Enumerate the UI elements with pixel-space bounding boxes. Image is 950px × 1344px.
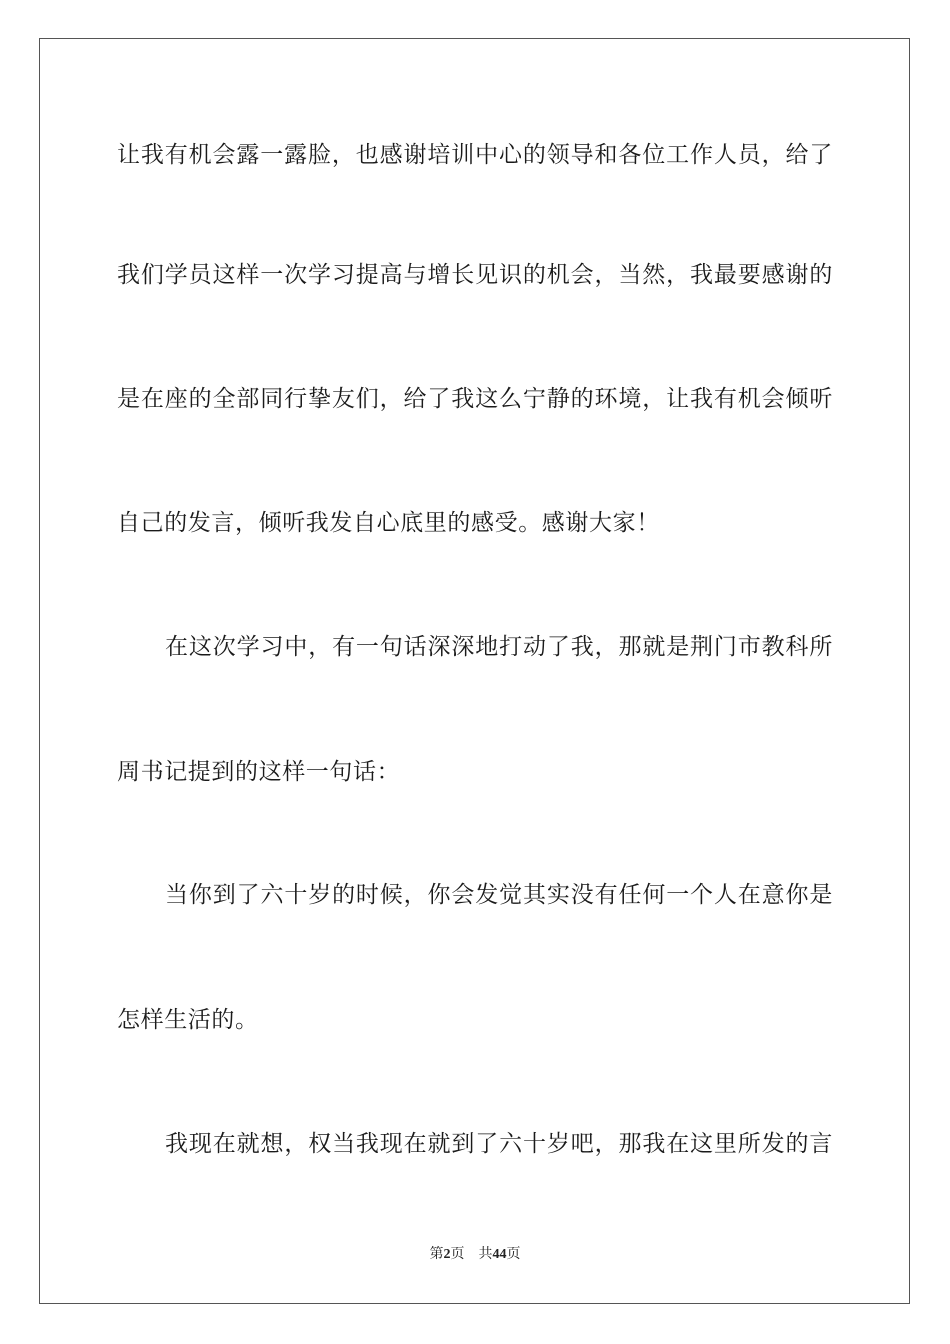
text-line-7: 当你到了六十岁的时候，你会发觉其实没有任何一个人在意你是 xyxy=(165,882,833,908)
total-prefix: 共 xyxy=(478,1247,493,1262)
text-line-3: 是在座的全部同行挚友们，给了我这么宁静的环境，让我有机会倾听 xyxy=(117,386,833,412)
page-footer xyxy=(0,1245,950,1265)
text-line-2: 我们学员这样一次学习提高与增长见识的机会，当然，我最要感谢的 xyxy=(117,262,833,288)
text-line-1: 让我有机会露一露脸，也感谢培训中心的领导和各位工作人员，给了 xyxy=(117,142,833,168)
page-number: 2 xyxy=(443,1247,451,1262)
text-line-8: 怎样生活的。 xyxy=(117,1007,259,1033)
page-border xyxy=(39,38,910,1304)
total-pages: 44 xyxy=(492,1247,507,1262)
text-line-5: 在这次学习中，有一句话深深地打动了我，那就是荆门市教科所 xyxy=(165,634,833,660)
text-line-6: 周书记提到的这样一句话： xyxy=(117,759,401,785)
total-suffix: 页 xyxy=(506,1247,521,1262)
text-line-9: 我现在就想，权当我现在就到了六十岁吧，那我在这里所发的言 xyxy=(165,1131,833,1157)
page-prefix: 第 xyxy=(429,1247,444,1262)
page-suffix: 页 xyxy=(450,1247,465,1262)
text-line-4: 自己的发言，倾听我发自心底里的感受。感谢大家！ xyxy=(117,510,660,536)
